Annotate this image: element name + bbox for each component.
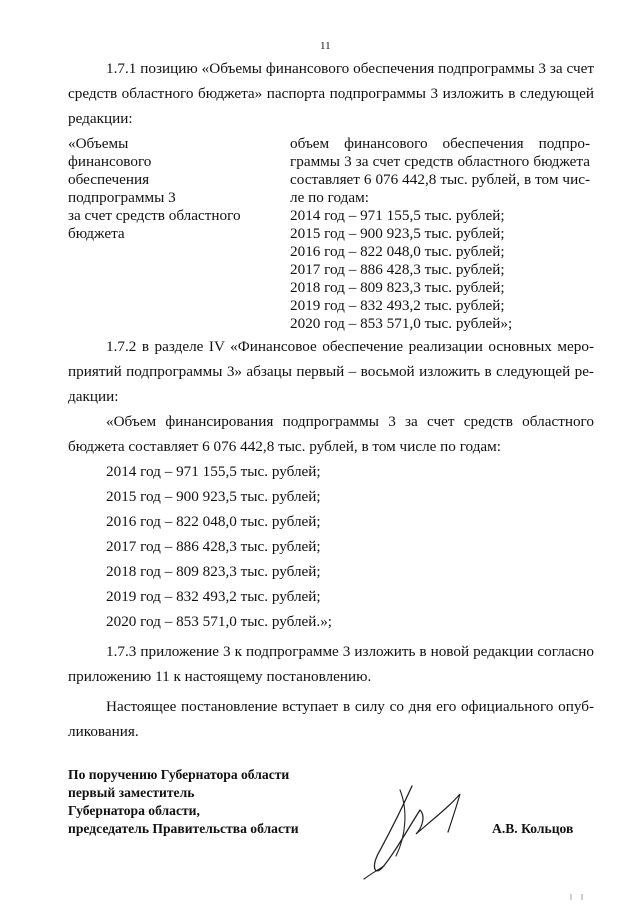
signature-title-line-4: председатель Правительства области — [68, 821, 299, 836]
year-amount-line: 2020 год – 853 571,0 тыс. рублей.»; — [106, 613, 333, 630]
paragraph-1-7-2-line-1: 1.7.2 в разделе IV «Финансовое обеспечение реализации основных меро- — [106, 338, 594, 355]
year-amount-line: 2019 год – 832 493,2 тыс. рублей; — [106, 588, 321, 605]
table-right-year: 2015 год – 900 923,5 тыс. рублей; — [290, 225, 505, 242]
effective-date-line-1: Настоящее постановление вступает в силу со дня его официального опуб- — [106, 698, 594, 715]
paragraph-1-7-2-line-2: приятий подпрограммы 3» абзацы первый – восьмой изложить в следующей ре- — [68, 363, 594, 380]
table-right-line: составляет 6 076 442,8 тыс. рублей, в том чис- — [290, 171, 590, 188]
table-right-year: 2014 год – 971 155,5 тыс. рублей; — [290, 207, 505, 224]
table-right-line: граммы 3 за счет средств областного бюджета — [290, 153, 590, 170]
year-amount-line: 2018 год – 809 823,3 тыс. рублей; — [106, 563, 321, 580]
quoted-paragraph-line-2: бюджета составляет 6 076 442,8 тыс. рублей, в том числе по годам: — [68, 438, 502, 455]
signatory-name: А.В. Кольцов — [492, 821, 574, 836]
table-right-year: 2018 год – 809 823,3 тыс. рублей; — [290, 279, 505, 296]
table-right-year: 2017 год – 886 428,3 тыс. рублей; — [290, 261, 505, 278]
table-right-line: ле по годам: — [290, 189, 369, 206]
effective-date-line-2: ликования. — [68, 723, 139, 740]
signature-title-line-1: По поручению Губернатора области — [68, 767, 290, 782]
paragraph-1-7-3-line-1: 1.7.3 приложение 3 к подпрограмме 3 изложить в новой редакции согласно — [106, 643, 594, 660]
table-left-line: бюджета — [68, 225, 125, 242]
table-left-line: финансового — [68, 153, 152, 170]
table-right-year: 2019 год – 832 493,2 тыс. рублей; — [290, 297, 505, 314]
signature-title-line-2: первый заместитель — [68, 785, 195, 800]
paragraph-1-7-2-line-3: дакции: — [68, 388, 119, 405]
table-left-line: за счет средств областного — [68, 207, 241, 224]
paragraph-1-7-1-line-3: редакции: — [68, 110, 133, 127]
table-right-year: 2016 год – 822 048,0 тыс. рублей; — [290, 243, 505, 260]
year-amount-line: 2016 год – 822 048,0 тыс. рублей; — [106, 513, 321, 530]
page-number: 11 — [320, 40, 331, 52]
quoted-paragraph-line-1: «Объем финансирования подпрограммы 3 за счет средств областного — [106, 413, 594, 430]
table-right-year: 2020 год – 853 571,0 тыс. рублей»; — [290, 315, 513, 332]
paragraph-1-7-1-line-2: средств областного бюджета» паспорта подпрограммы 3 изложить в следующей — [68, 85, 594, 102]
table-left-line: «Объемы — [68, 135, 129, 152]
signature-title-line-3: Губернатора области, — [68, 803, 200, 818]
year-amount-line: 2014 год – 971 155,5 тыс. рублей; — [106, 463, 321, 480]
paragraph-1-7-3-line-2: приложению 11 к настоящему постановлению. — [68, 668, 372, 685]
table-left-line: подпрограммы 3 — [68, 189, 176, 206]
table-left-line: обеспечения — [68, 171, 150, 188]
scan-marks — [568, 893, 588, 901]
paragraph-1-7-1-line-1: 1.7.1 позицию «Объемы финансового обеспечения подпрограммы 3 за счет — [106, 60, 594, 77]
table-right-line: объем финансового обеспечения подпро- — [290, 135, 590, 152]
handwritten-signature — [360, 780, 485, 880]
year-amount-line: 2015 год – 900 923,5 тыс. рублей; — [106, 488, 321, 505]
year-amount-line: 2017 год – 886 428,3 тыс. рублей; — [106, 538, 321, 555]
